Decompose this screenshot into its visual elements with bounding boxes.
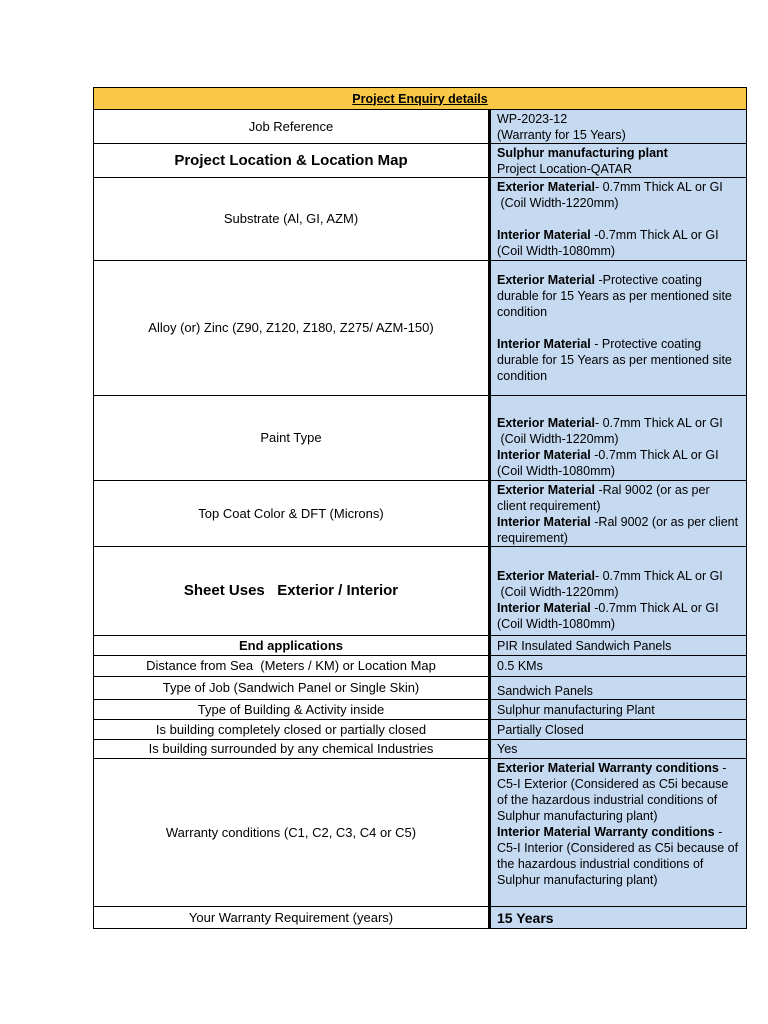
interior-text: -Ral 9002 (or as per client requirement) [497,514,739,545]
exterior-text: -Protective coating durable for 15 Years as per mentioned site condition [497,273,732,319]
exterior-text: - 0.7mm Thick AL or GI [594,180,723,194]
exterior-text: - C5-I Exterior (Considered as C5i because of the hazardous industrial conditions of Sulphur manufacturing plant) [497,761,729,823]
interior-text-2: (Coil Width-1080mm) [497,464,616,478]
row-label: Project Location & Location Map [94,144,490,178]
exterior-text: - 0.7mm Thick AL or GI [594,569,723,583]
interior-label: Interior Material [497,601,591,615]
row-value: Sandwich Panels [490,677,747,700]
exterior-text-2: (Coil Width-1220mm) [497,585,619,599]
row-label: Type of Job (Sandwich Panel or Single Skin) [94,677,490,700]
table-row [94,700,747,720]
interior-label: Interior Material [497,337,591,351]
exterior-label: Exterior Material [497,482,595,497]
row-label: Alloy (or) Zinc (Z90, Z120, Z180, Z275/ AZM-150) [94,261,490,396]
interior-label: Interior Material [497,448,591,462]
row-label: Your Warranty Requirement (years) [94,907,490,929]
row-label: Is building completely closed or partially closed [94,720,490,740]
row-value: Partially Closed [490,720,747,740]
value-line: WP-2023-12 [497,111,568,126]
row-value [490,481,747,547]
exterior-text-2: (Coil Width-1220mm) [497,196,619,210]
interior-text: -0.7mm Thick AL or GI [590,601,719,615]
interior-label: Interior Material [497,514,591,529]
row-label: Top Coat Color & DFT (Microns) [94,481,490,547]
exterior-label: Exterior Material [497,416,595,430]
interior-text: -0.7mm Thick AL or GI [590,448,719,462]
table-row [94,481,747,547]
table-row [94,677,747,700]
row-value [490,261,747,396]
value-line: Project Location-QATAR [497,161,633,176]
table-row [94,547,747,636]
row-value [490,178,747,261]
row-label: Is building surrounded by any chemical Industries [94,740,490,759]
row-label: End applications [94,636,490,656]
exterior-label: Exterior Material [497,569,595,583]
exterior-label: Exterior Material [497,180,595,194]
row-value: 15 Years [490,907,747,929]
table-row [94,720,747,740]
row-value [490,547,747,636]
table-row [94,144,747,178]
interior-text-2: (Coil Width-1080mm) [497,617,616,631]
row-value: PIR Insulated Sandwich Panels [490,636,747,656]
interior-text-2: (Coil Width-1080mm) [497,244,616,258]
table-row [94,261,747,396]
interior-label: Interior Material Warranty conditions [497,825,715,839]
exterior-label: Exterior Material Warranty conditions [497,761,719,775]
row-value [490,396,747,481]
value-line: (Warranty for 15 Years) [497,127,626,142]
row-label: Warranty conditions (C1, C2, C3, C4 or C5) [94,759,490,907]
row-value [490,759,747,907]
table-row [94,396,747,481]
enquiry-table [93,87,747,929]
exterior-text-2: (Coil Width-1220mm) [497,432,619,446]
row-value [490,110,747,144]
row-value: Yes [490,740,747,759]
interior-text: - Protective coating durable for 15 Years as per mentioned site condition [497,337,732,383]
exterior-text: - 0.7mm Thick AL or GI [594,416,723,430]
interior-text: - C5-I Interior (Considered as C5i because of the hazardous industrial conditions of Sulphur manufacturing plant) [497,825,739,887]
table-row [94,759,747,907]
row-label: Job Reference [94,110,490,144]
row-value: 0.5 KMs [490,656,747,677]
row-label: Sheet Uses Exterior / Interior [94,547,490,636]
enquiry-sheet [93,87,746,929]
row-value: Sulphur manufacturing Plant [490,700,747,720]
row-value [490,144,747,178]
table-title-row [94,88,747,110]
table-row [94,178,747,261]
table-row [94,907,747,929]
row-label: Distance from Sea (Meters / KM) or Location Map [94,656,490,677]
interior-text: -0.7mm Thick AL or GI [590,228,719,242]
interior-label: Interior Material [497,228,591,242]
table-row [94,636,747,656]
value-line: Sulphur manufacturing plant [497,145,668,160]
row-label: Type of Building & Activity inside [94,700,490,720]
exterior-text: -Ral 9002 (or as per client requirement) [497,482,710,513]
exterior-label: Exterior Material [497,273,595,287]
row-label: Substrate (Al, GI, AZM) [94,178,490,261]
table-row [94,740,747,759]
table-title: Project Enquiry details [94,88,747,110]
table-row [94,656,747,677]
row-label: Paint Type [94,396,490,481]
table-row [94,110,747,144]
